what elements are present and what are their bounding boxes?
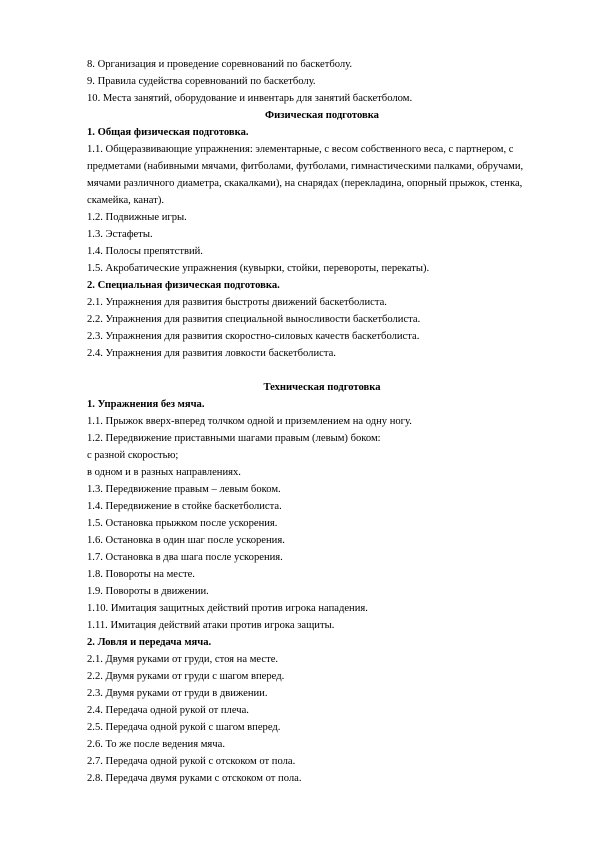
list-item: 1.5. Остановка прыжком после ускорения. — [87, 518, 278, 529]
list-item: 2.4. Упражнения для развития ловкости баскетболиста. — [87, 348, 336, 359]
list-item: 1.7. Остановка в два шага после ускорения. — [87, 552, 283, 563]
subsection-heading: 1. Упражнения без мяча. — [87, 399, 205, 410]
list-item: 2.4. Передача одной рукой от плеча. — [87, 705, 249, 716]
list-item: в одном и в разных направлениях. — [87, 467, 241, 478]
list-item: 1.11. Имитация действий атаки против игрока защиты. — [87, 620, 335, 631]
subsection-heading: 2. Специальная физическая подготовка. — [87, 280, 280, 291]
list-item: 1.1. Общеразвивающие упражнения: элементарные, с весом собственного веса, с партнером, с предметами (набивными мячами, фитболами, футболами, гимнастическими палками, обручами, мячами различного диаметра, скакалками), на снарядах (перекладина, опорный прыжок, стенка, скамейка, канат). — [87, 144, 524, 206]
list-item: 2.8. Передача двумя руками с отскоком от пола. — [87, 773, 302, 784]
list-item: 1.3. Передвижение правым – левым боком. — [87, 484, 281, 495]
list-item: 1.2. Подвижные игры. — [87, 212, 187, 223]
list-item: 2.3. Двумя руками от груди в движении. — [87, 688, 268, 699]
list-item: 2.6. То же после ведения мяча. — [87, 739, 225, 750]
section-title-physical: Физическая подготовка — [265, 110, 379, 121]
list-item: 8. Организация и проведение соревнований по баскетболу. — [87, 59, 353, 70]
list-item: 9. Правила судейства соревнований по баскетболу. — [87, 76, 316, 87]
list-item: 2.5. Передача одной рукой с шагом вперед. — [87, 722, 281, 733]
list-item: 10. Места занятий, оборудование и инвентарь для занятий баскетболом. — [87, 93, 413, 104]
list-item: 2.1. Двумя руками от груди, стоя на месте. — [87, 654, 279, 665]
subsection-heading: 2. Ловля и передача мяча. — [87, 637, 212, 648]
list-item: 1.3. Эстафеты. — [87, 229, 153, 240]
list-item: 1.10. Имитация защитных действий против игрока нападения. — [87, 603, 368, 614]
list-item: 1.5. Акробатические упражнения (кувырки, стойки, перевороты, перекаты). — [87, 263, 430, 274]
list-item: 2.7. Передача одной рукой с отскоком от пола. — [87, 756, 296, 767]
list-item: 2.2. Упражнения для развития специальной выносливости баскетболиста. — [87, 314, 421, 325]
spacer — [87, 362, 557, 379]
list-item: 1.4. Полосы препятствий. — [87, 246, 203, 257]
list-item: 1.1. Прыжок вверх-вперед толчком одной и приземлением на одну ногу. — [87, 416, 412, 427]
document-page — [87, 56, 557, 787]
list-item: 1.4. Передвижение в стойке баскетболиста. — [87, 501, 282, 512]
list-item: 1.6. Остановка в один шаг после ускорения. — [87, 535, 285, 546]
subsection-heading: 1. Общая физическая подготовка. — [87, 127, 249, 138]
list-item: 1.8. Повороты на месте. — [87, 569, 195, 580]
list-item: 1.2. Передвижение приставными шагами правым (левым) боком: — [87, 433, 381, 444]
list-item: с разной скоростью; — [87, 450, 179, 461]
list-item: 2.2. Двумя руками от груди с шагом вперед. — [87, 671, 285, 682]
list-item: 2.1. Упражнения для развития быстроты движений баскетболиста. — [87, 297, 387, 308]
list-item: 2.3. Упражнения для развития скоростно-силовых качеств баскетболиста. — [87, 331, 420, 342]
list-item: 1.9. Повороты в движении. — [87, 586, 209, 597]
section-title-technical: Техническая подготовка — [263, 382, 381, 393]
